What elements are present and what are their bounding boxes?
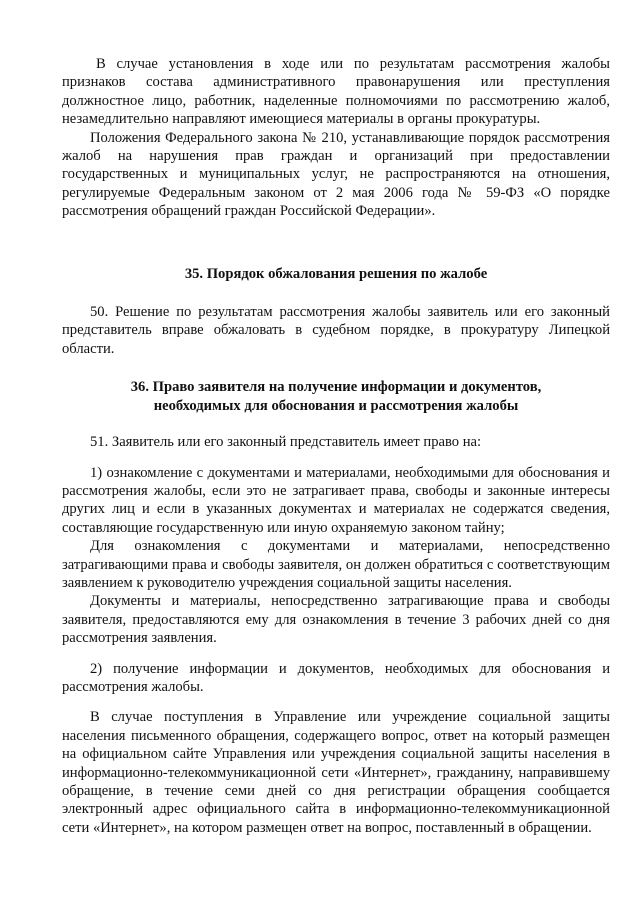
paragraph-prosecutor-referral: В случае установления в ходе или по результатам рассмотрения жалобы признаков состава административного правонарушения или преступления должностное лицо, работник, наделенные полномочиями по рассмотрению жалоб, незамедлительно направляют имеющиеся материалы в органы прокуратуры. [62, 56, 610, 128]
list-item-2: 2) получение информации и документов, необходимых для обоснования и рассмотрения жалобы. [62, 660, 610, 695]
paragraph-50: 50. Решение по результатам рассмотрения жалобы заявитель или его законный представитель вправе обжаловать в судебном порядке, в прокуратуру Липецкой области. [62, 304, 610, 357]
section-36-heading [62, 378, 610, 415]
document-body [62, 55, 610, 837]
paragraph-51: 51. Заявитель или его законный представитель имеет право на: [90, 434, 482, 451]
section-36-heading-line-2: необходимых для обоснования и рассмотрения жалобы [153, 397, 519, 414]
paragraph-federal-law-210: Положения Федерального закона № 210, устанавливающие порядок рассмотрения жалоб на нарушения прав граждан и организаций при предоставлении государственных и муниципальных услуг, не распространяются на отношения, регулируемые Федеральным законом от 2 мая 2006 года № 59-ФЗ «О порядке рассмотрения обращений граждан Российской Федерации». [62, 129, 610, 220]
paragraph-website-answer: В случае поступления в Управление или учреждение социальной защиты населения письменного обращения, содержащего вопрос, ответ на который размещен на официальном сайте Управления или учреждения социальной защиты населения в информационно-телекоммуникационной сети «Интернет», гражданину, направившему обращение, в течение семи дней со дня регистрации обращения сообщается электронный адрес официального сайта в информационно-телекоммуникационной сети «Интернет», на котором размещен ответ на вопрос, поставленный в обращении. [62, 709, 610, 836]
paragraph-familiarization-term: Документы и материалы, непосредственно затрагивающие права и свободы заявителя, предоставляются ему для ознакомления в течение 3 рабочих дней со дня рассмотрения заявления. [62, 593, 610, 647]
paragraph-familiarization-request: Для ознакомления с документами и материалами, непосредственно затрагивающими права и свободы заявителя, он должен обратиться с соответствующим заявлением к руководителю учреждения социальной защиты населения. [62, 538, 610, 591]
section-35-heading: 35. Порядок обжалования решения по жалобе [184, 265, 488, 282]
section-36-heading-line-1: 36. Право заявителя на получение информации и документов, [130, 379, 542, 396]
list-item-1: 1) ознакомление с документами и материалами, необходимыми для обоснования и рассмотрения жалобы, если это не затрагивает права, свободы и законные интересы других лиц и если в указанных документах и материалах не содержатся сведения, составляющие государственную или иную охраняемую законом тайну; [62, 464, 610, 536]
